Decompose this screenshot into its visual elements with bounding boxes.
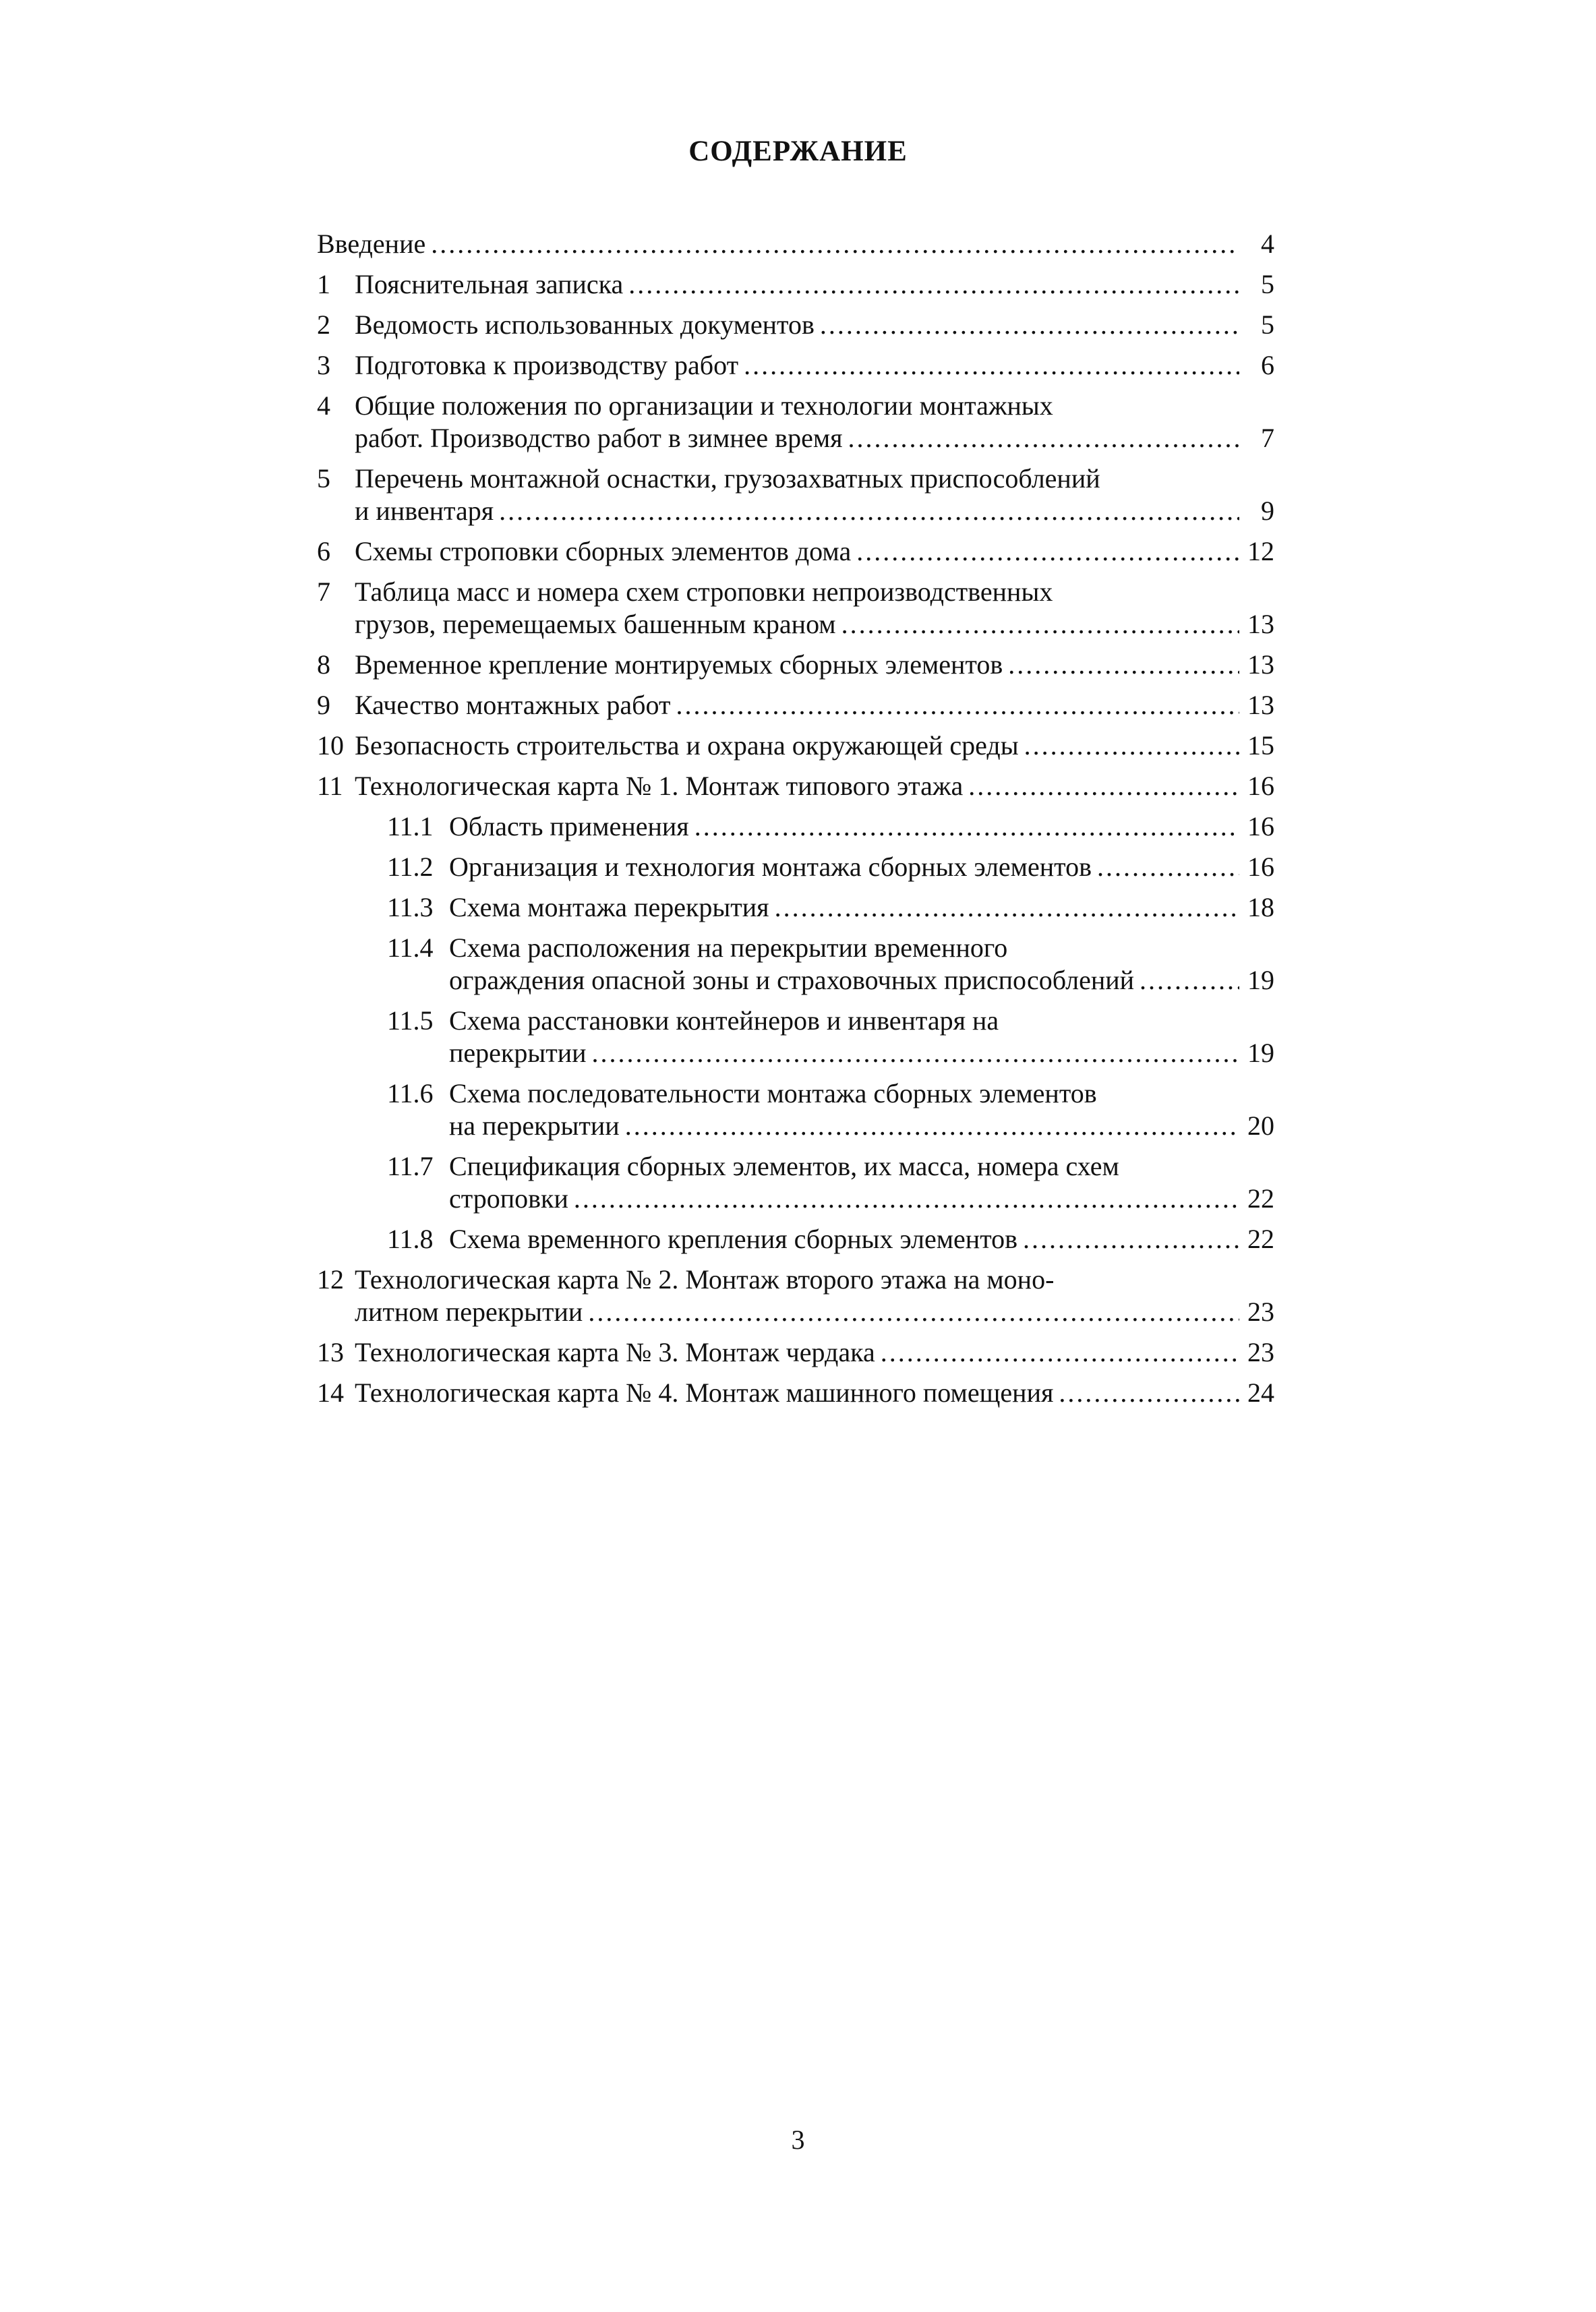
toc-entry-number: 11.6 bbox=[387, 1078, 434, 1108]
toc-entry-title-line: Технологическая карта № 2. Монтаж второго этажа на моно- bbox=[355, 1264, 1055, 1295]
dot-leader bbox=[775, 891, 1239, 924]
toc-entry-number: 1 bbox=[317, 269, 330, 299]
toc-entry bbox=[317, 1377, 1274, 1409]
toc-entry-number: 2 bbox=[317, 309, 330, 340]
toc-entry bbox=[317, 1077, 1274, 1142]
toc-entry-page: 22 bbox=[1247, 1183, 1274, 1214]
toc-entry-number: 4 bbox=[317, 390, 330, 421]
dot-leader bbox=[841, 608, 1239, 641]
toc-entry-title: Безопасность строительства и охрана окружающей среды bbox=[355, 730, 1019, 761]
toc-entry-number: 10 bbox=[317, 730, 344, 761]
toc-entry-page: 19 bbox=[1247, 1038, 1274, 1068]
toc-entry bbox=[317, 1336, 1274, 1369]
toc-entry-title-line: Перечень монтажной оснастки, грузозахватных приспособлений bbox=[355, 463, 1100, 494]
toc-entry-page: 5 bbox=[1261, 269, 1274, 299]
toc-entry-title-line: Общие положения по организации и технологии монтажных bbox=[355, 390, 1053, 421]
toc-entry-page: 7 bbox=[1261, 423, 1274, 453]
toc-entry bbox=[317, 349, 1274, 382]
toc-entry-title: Схема временного крепления сборных элементов bbox=[449, 1224, 1018, 1254]
toc-entry-number: 11.5 bbox=[387, 1005, 434, 1036]
dot-leader bbox=[1024, 730, 1239, 762]
dot-leader bbox=[1023, 1223, 1239, 1255]
toc-entry-title: ограждения опасной зоны и страховочных приспособлений bbox=[449, 965, 1135, 995]
dot-leader bbox=[694, 810, 1239, 843]
toc-entry-page: 9 bbox=[1261, 496, 1274, 526]
dot-leader bbox=[1140, 964, 1239, 997]
toc-entry bbox=[317, 390, 1274, 454]
toc-entry-number: 11.7 bbox=[387, 1151, 434, 1181]
toc-entry-page: 22 bbox=[1247, 1224, 1274, 1254]
toc-entry bbox=[317, 810, 1274, 843]
toc-entry-number: 14 bbox=[317, 1377, 344, 1408]
toc-entry-title-line: Спецификация сборных элементов, их масса, номера схем bbox=[449, 1151, 1119, 1181]
dot-leader bbox=[431, 228, 1239, 260]
toc-entry-page: 6 bbox=[1261, 350, 1274, 380]
dot-leader bbox=[628, 268, 1239, 301]
dot-leader bbox=[848, 422, 1239, 454]
toc-entry-number: 9 bbox=[317, 690, 330, 720]
dot-leader bbox=[820, 309, 1239, 341]
toc-entry-page: 20 bbox=[1247, 1110, 1274, 1141]
toc-entry-title: строповки bbox=[449, 1183, 568, 1214]
toc-entry bbox=[317, 309, 1274, 341]
toc-entry-page: 16 bbox=[1247, 852, 1274, 882]
dot-leader bbox=[625, 1110, 1239, 1142]
toc-entry-title: Технологическая карта № 1. Монтаж типового этажа bbox=[355, 771, 964, 801]
toc-entry-title: Временное крепление монтируемых сборных элементов bbox=[355, 649, 1003, 680]
dot-leader bbox=[744, 349, 1239, 382]
toc-entry-number: 6 bbox=[317, 536, 330, 566]
toc-entry-title: Организация и технология монтажа сборных элементов bbox=[449, 852, 1092, 882]
toc-entry-page: 18 bbox=[1247, 892, 1274, 922]
toc-entry-number: 11.1 bbox=[387, 811, 434, 841]
toc-entry-page: 13 bbox=[1247, 690, 1274, 720]
toc-entry-number: 11 bbox=[317, 771, 343, 801]
toc-entry bbox=[317, 891, 1274, 924]
toc-entry-number: 11.4 bbox=[387, 932, 434, 963]
toc-entry-page: 16 bbox=[1247, 771, 1274, 801]
toc-entry-title: Подготовка к производству работ bbox=[355, 350, 739, 380]
dot-leader bbox=[574, 1183, 1239, 1215]
dot-leader bbox=[592, 1037, 1239, 1069]
toc-entry bbox=[317, 1005, 1274, 1069]
dot-leader bbox=[856, 535, 1239, 568]
toc-entry bbox=[317, 649, 1274, 681]
toc-entry-title: литном перекрытии bbox=[355, 1297, 583, 1327]
dot-leader bbox=[881, 1336, 1239, 1369]
dot-leader bbox=[1059, 1377, 1239, 1409]
toc-entry-title: Область применения bbox=[449, 811, 689, 841]
toc-entry-title: Схемы строповки сборных элементов дома bbox=[355, 536, 852, 566]
toc-entry-title: Качество монтажных работ bbox=[355, 690, 671, 720]
toc-entry bbox=[317, 1150, 1274, 1215]
toc-entry bbox=[317, 268, 1274, 301]
dot-leader bbox=[676, 689, 1239, 721]
toc-entry-number: 5 bbox=[317, 463, 330, 494]
toc-entry-page: 4 bbox=[1261, 229, 1274, 259]
toc-entry-title: работ. Производство работ в зимнее время bbox=[355, 423, 843, 453]
toc-entry bbox=[317, 1264, 1274, 1328]
toc-entry-number: 12 bbox=[317, 1264, 344, 1295]
toc-entry-title: грузов, перемещаемых башенным краном bbox=[355, 609, 836, 639]
toc-entry-page: 13 bbox=[1247, 649, 1274, 680]
toc-entry-title: перекрытии bbox=[449, 1038, 587, 1068]
toc-entry bbox=[317, 463, 1274, 527]
toc-entry-page: 13 bbox=[1247, 609, 1274, 639]
toc-entry-title: Технологическая карта № 3. Монтаж чердака bbox=[355, 1337, 875, 1367]
toc-entry-page: 12 bbox=[1247, 536, 1274, 566]
toc-entry-number: 7 bbox=[317, 576, 330, 607]
toc-entry-number: 13 bbox=[317, 1337, 344, 1367]
toc-entry bbox=[317, 851, 1274, 883]
page-title: СОДЕРЖАНИЕ bbox=[688, 136, 908, 167]
toc-entry bbox=[317, 535, 1274, 568]
toc-entry-title-line: Схема расстановки контейнеров и инвентаря на bbox=[449, 1005, 999, 1036]
dot-leader bbox=[1008, 649, 1239, 681]
toc-entry-page: 23 bbox=[1247, 1337, 1274, 1367]
toc-entry bbox=[317, 576, 1274, 641]
toc-entry bbox=[317, 1223, 1274, 1255]
toc-entry-title: Введение bbox=[317, 229, 426, 259]
dot-leader bbox=[1097, 851, 1239, 883]
toc-entry-number: 11.8 bbox=[387, 1224, 434, 1254]
toc-entry-title-line: Таблица масс и номера схем строповки непроизводственных bbox=[355, 576, 1053, 607]
toc-entry bbox=[317, 730, 1274, 762]
toc-entry-page: 5 bbox=[1261, 309, 1274, 340]
dot-leader bbox=[968, 770, 1239, 802]
toc-entry-title-line: Схема расположения на перекрытии временного bbox=[449, 932, 1008, 963]
toc-entry-number: 8 bbox=[317, 649, 330, 680]
toc-entry-number: 11.2 bbox=[387, 852, 434, 882]
toc-entry-page: 16 bbox=[1247, 811, 1274, 841]
toc-entry-page: 15 bbox=[1247, 730, 1274, 761]
toc-entry-number: 11.3 bbox=[387, 892, 434, 922]
page-number: 3 bbox=[791, 2125, 805, 2155]
table-of-contents bbox=[317, 228, 1274, 1417]
toc-entry-title: на перекрытии bbox=[449, 1110, 620, 1141]
toc-entry bbox=[317, 228, 1274, 260]
toc-entry bbox=[317, 932, 1274, 997]
dot-leader bbox=[588, 1296, 1239, 1328]
toc-entry-number: 3 bbox=[317, 350, 330, 380]
toc-entry bbox=[317, 689, 1274, 721]
toc-entry-title: Ведомость использованных документов bbox=[355, 309, 815, 340]
toc-entry bbox=[317, 770, 1274, 802]
toc-entry-page: 19 bbox=[1247, 965, 1274, 995]
toc-entry-title: Схема монтажа перекрытия bbox=[449, 892, 769, 922]
toc-entry-title: Пояснительная записка bbox=[355, 269, 624, 299]
toc-entry-title: Технологическая карта № 4. Монтаж машинного помещения bbox=[355, 1377, 1054, 1408]
dot-leader bbox=[499, 495, 1239, 527]
toc-entry-page: 23 bbox=[1247, 1297, 1274, 1327]
toc-entry-title: и инвентаря bbox=[355, 496, 494, 526]
toc-entry-title-line: Схема последовательности монтажа сборных элементов bbox=[449, 1078, 1097, 1108]
toc-entry-page: 24 bbox=[1247, 1377, 1274, 1408]
